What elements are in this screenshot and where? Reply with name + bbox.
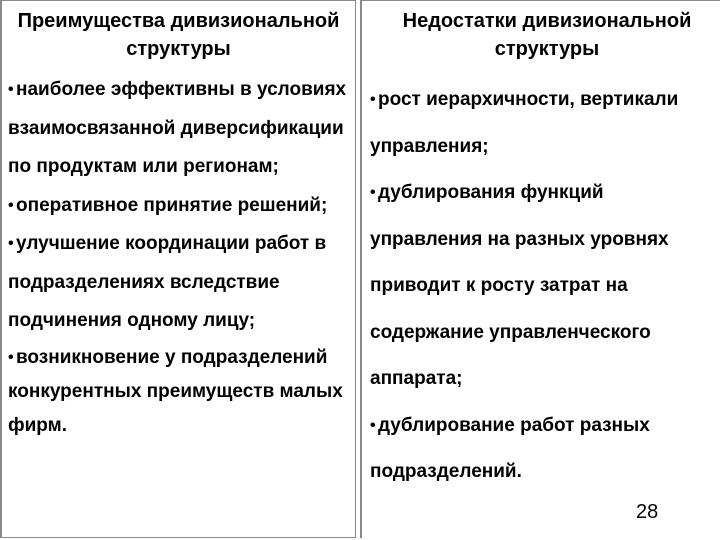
list-item-text: наиболее эффективны в условиях взаимосвязанной диверсификации по продуктам или регионам; [8, 79, 347, 177]
bullet-icon: • [8, 196, 14, 214]
advantages-title: Преимущества дивизиональной структуры [17, 10, 340, 60]
disadvantages-title: Недостатки дивизиональной структуры [402, 10, 692, 60]
list-item [8, 341, 351, 443]
bullet-icon: • [370, 91, 376, 108]
list-item [8, 187, 351, 226]
list-item-text: рост иерархичности, вертикали управления; [370, 89, 679, 157]
list-item [370, 170, 720, 403]
bullet-icon: • [8, 81, 14, 98]
bullet-icon: • [370, 416, 376, 434]
advantages-panel [0, 0, 356, 538]
bullet-icon: • [8, 348, 14, 366]
bullet-icon: • [8, 235, 14, 252]
disadvantages-list [362, 77, 720, 496]
list-item [8, 225, 351, 341]
list-item [8, 71, 351, 187]
list-item [370, 403, 720, 496]
list-item-text: возникновение у подразделений конкурентных преимуществ малых фирм. [8, 346, 343, 436]
bullet-icon: • [370, 184, 376, 201]
list-item [370, 77, 720, 170]
list-item-text: улучшение координации работ в подразделениях вследствие подчинения одному лицу; [8, 233, 327, 331]
list-item-text: дублирования функций управления на разных уровнях приводит к росту затрат на содержание управленческого аппарата; [370, 182, 669, 389]
advantages-list [2, 71, 355, 443]
page-number: 28 [636, 501, 659, 523]
list-item-text: оперативное принятие решений; [16, 194, 328, 216]
list-item-text: дублирование работ разных подразделений. [370, 414, 650, 482]
disadvantages-panel [360, 0, 720, 538]
